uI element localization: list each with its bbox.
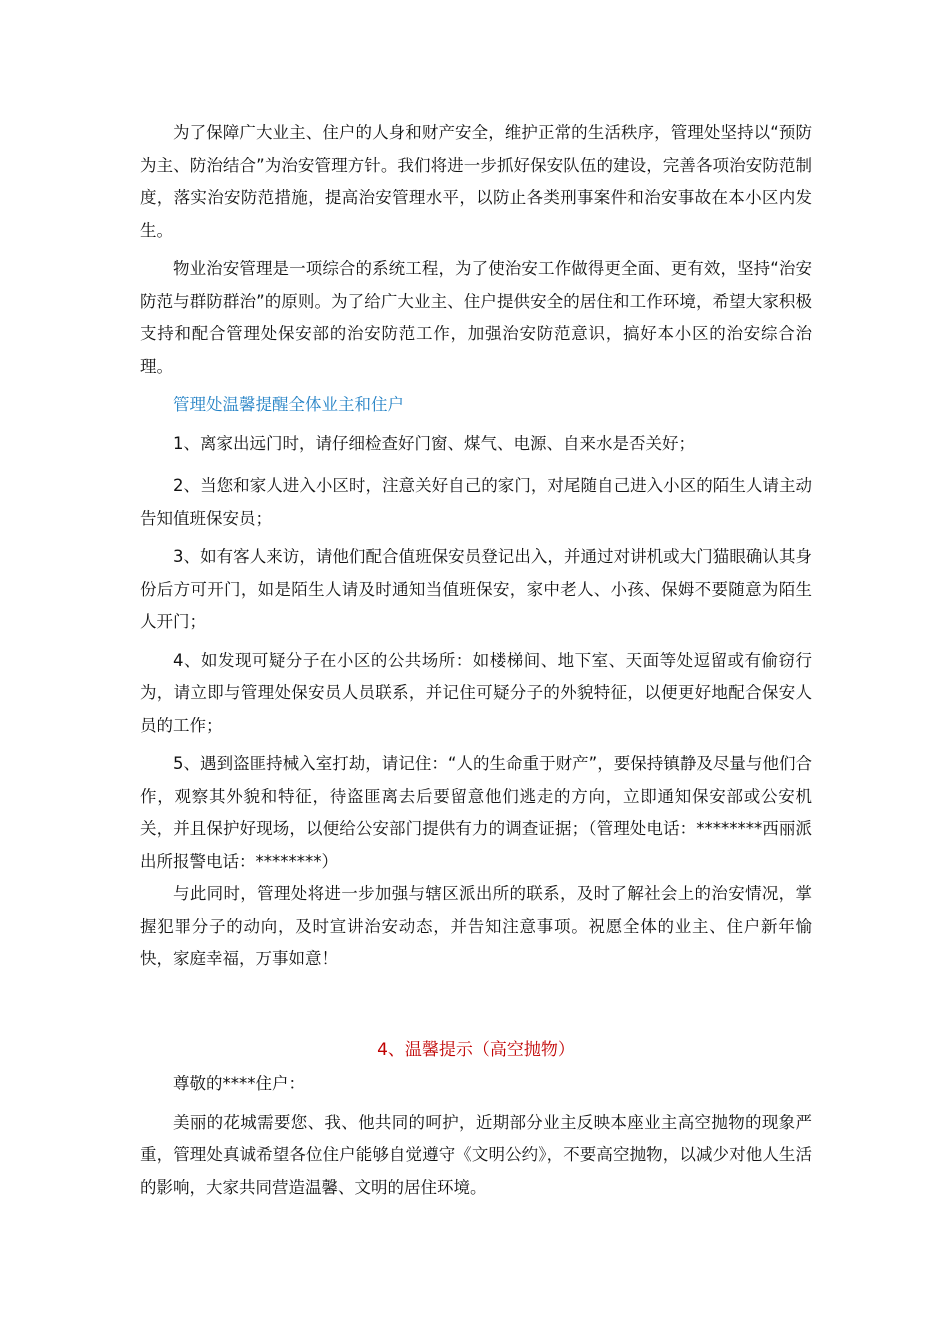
reminder-item-2: 2、当您和家人进入小区时，注意关好自己的家门，对尾随自己进入小区的陌生人请主动告知值班保安员； [140,476,812,528]
paragraph-security-management: 物业治安管理是一项综合的系统工程，为了使治安工作做得更全面、更有效，坚持“治安防范与群防群治”的原则。为了给广大业主、住户提供安全的居住和工作环境，希望大家积极支持和配合管理处保安部的治安防范工作，加强治安防范意识，搞好本小区的治安综合治理。 [140,259,812,376]
paragraph-closing: 与此同时，管理处将进一步加强与辖区派出所的联系，及时了解社会上的治安情况，掌握犯罪分子的动向，及时宣讲治安动态，并告知注意事项。祝愿全体的业主、住户新年愉快，家庭幸福，万事如意！ [140,884,812,968]
document-page [140,117,812,1210]
section-heading-high-altitude: 4、温馨提示（高空抛物） [377,1039,575,1060]
reminder-item-1: 1、离家出远门时，请仔细检查好门窗、煤气、电源、自来水是否关好； [173,433,695,453]
reminder-item-3: 3、如有客人来访，请他们配合值班保安员登记出入，并通过对讲机或大门猫眼确认其身份后方可开门，如是陌生人请及时通知当值班保安，家中老人、小孩、保姆不要随意为陌生人开门； [140,547,812,631]
reminder-title: 管理处温馨提醒全体业主和住户 [173,395,404,414]
reminder-item-5: 5、遇到盗匪持械入室打劫，请记住：“人的生命重于财产”，要保持镇静及尽量与他们合作，观察其外貌和特征，待盗匪离去后要留意他们逃走的方向，立即通知保安部或公安机关，并且保护好现场，以便给公安部门提供有力的调查证据；（管理处电话：********西丽派出所报警电话：********） [140,754,812,871]
reminder-item-4: 4、如发现可疑分子在小区的公共场所：如楼梯间、地下室、天面等处逗留或有偷窃行为，请立即与管理处保安员人员联系，并记住可疑分子的外貌特征，以便更好地配合保安人员的工作； [140,650,812,735]
section-gap [140,982,812,1034]
paragraph-security-policy: 为了保障广大业主、住户的人身和财产安全，维护正常的生活秩序，管理处坚持以“预防为主、防治结合”为治安管理方针。我们将进一步抓好保安队伍的建设，完善各项治安防范制度，落实治安防范措施，提高治安管理水平，以防止各类刑事案件和治安事故在本小区内发生。 [140,123,812,240]
paragraph-high-altitude: 美丽的花城需要您、我、他共同的呵护，近期部分业主反映本座业主高空抛物的现象严重，管理处真诚希望各位住户能够自觉遵守《文明公约》，不要高空抛物，以减少对他人生活的影响，大家共同营造温馨、文明的居住环境。 [140,1112,812,1197]
salutation: 尊敬的****住户： [173,1074,305,1093]
